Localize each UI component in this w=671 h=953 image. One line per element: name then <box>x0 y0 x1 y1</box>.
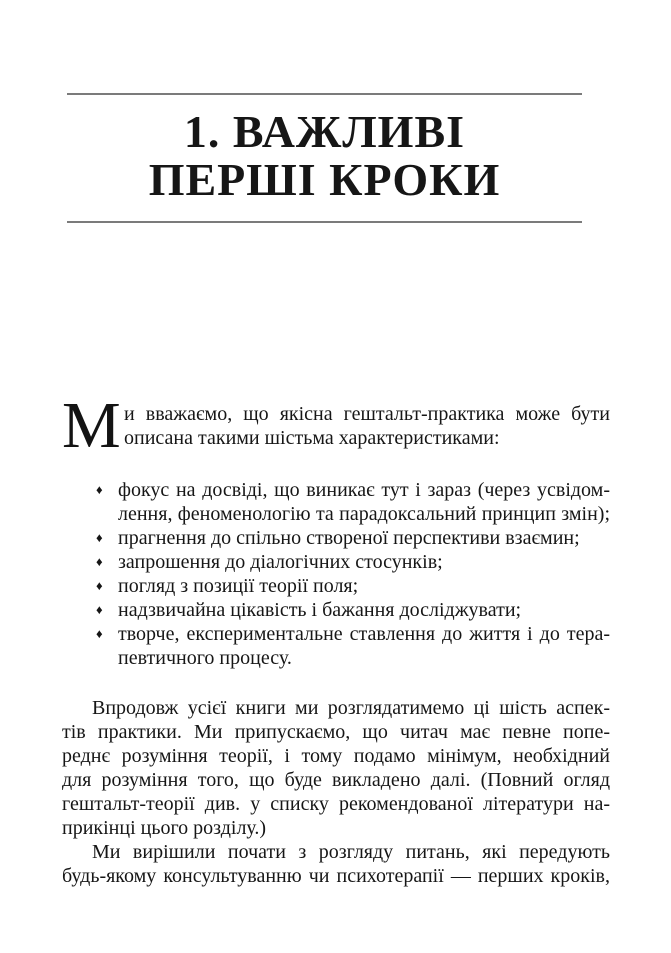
diamond-bullet-icon: ♦ <box>96 530 103 545</box>
list-item <box>62 478 610 526</box>
text-line: лення, феноменологію та парадоксальний принцип змін); <box>118 503 610 525</box>
opening-paragraph <box>62 389 610 462</box>
chapter-heading <box>67 93 582 223</box>
text-line: гештальт-теорії див. у списку рекомендованої літератури на- <box>62 793 610 815</box>
diamond-bullet-icon: ♦ <box>96 602 103 617</box>
text-line: прагнення до спільно створеної перспективи взаємин; <box>118 527 580 549</box>
drop-cap-letter: М <box>62 389 121 462</box>
text-line: погляд з позиції теорії поля; <box>118 575 359 597</box>
list-item <box>62 598 610 622</box>
text-line: Впродовж усієї книги ми розглядатимемо ці шість аспек- <box>92 697 610 719</box>
diamond-bullet-icon: ♦ <box>96 554 103 569</box>
chapter-title-line-1: 1. ВАЖЛИВІ <box>183 106 466 157</box>
text-line: прикінці цього розділу.) <box>62 817 267 839</box>
text-line: для розуміння того, що буде викладено далі. (Повний огляд <box>62 769 610 791</box>
text-line: надзвичайна цікавість і бажання досліджувати; <box>118 599 522 621</box>
text-line: тів практики. Ми припускаємо, що читач має певне попе- <box>62 721 610 743</box>
list-item <box>62 574 610 598</box>
text-line: певтичного процесу. <box>118 647 292 669</box>
page-body <box>62 389 610 888</box>
text-line: фокус на досвіді, що виникає тут і зараз (через усвідом- <box>118 479 610 501</box>
list-item <box>62 622 610 670</box>
text-line: описана такими шістьма характеристиками: <box>124 427 500 449</box>
first-steps-paragraph <box>62 840 610 888</box>
text-line: и вважаємо, що якісна гештальт-практика може бути <box>124 403 610 425</box>
text-line: творче, експериментальне ставлення до життя і до тера- <box>118 623 610 645</box>
text-line: Ми вирішили почати з розгляду питань, які передують <box>92 841 610 863</box>
list-item <box>62 526 610 550</box>
opening-paragraph-lines <box>62 402 610 450</box>
text-line: будь-якому консультуванню чи психотерапії — перших кроків, <box>62 865 610 887</box>
chapter-title-line-2: ПЕРШІ КРОКИ <box>148 154 501 205</box>
characteristics-list <box>62 478 610 670</box>
text-line: запрошення до діалогічних стосунків; <box>118 551 443 573</box>
list-item <box>62 550 610 574</box>
diamond-bullet-icon: ♦ <box>96 626 103 641</box>
overview-paragraph <box>62 696 610 840</box>
text-line: реднє розуміння теорії, і тому подамо мінімум, необхідний <box>62 745 610 767</box>
diamond-bullet-icon: ♦ <box>96 578 103 593</box>
diamond-bullet-icon: ♦ <box>96 482 103 497</box>
